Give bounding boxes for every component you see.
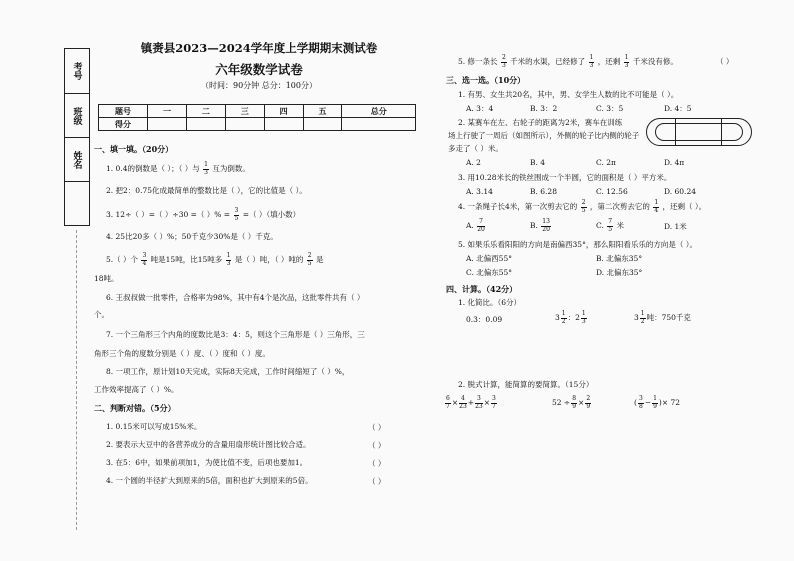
s3-q4-opt-c[interactable]: C. $\frac{7}{5}$ 米 bbox=[596, 218, 624, 233]
section-1-title: 一、填一填。（20分） bbox=[94, 144, 174, 154]
expr-1: $\frac{6}{7}$ × $\frac{4}{23}$ + $\frac{3}{23}$ × $\frac{3}{7}$ bbox=[446, 395, 496, 410]
fraction: $\frac{1}{3}$ bbox=[204, 161, 208, 176]
s3-q5-opt-a[interactable]: A. 北偏西55° bbox=[466, 254, 512, 263]
s3-q3-opt-d[interactable]: D. 60.24 bbox=[664, 187, 696, 196]
s3-q1-opt-b[interactable]: B. 3：2 bbox=[530, 104, 558, 113]
s1-q2: 2. 把2：0.75化成最简单的整数比是（ ），它的比值是（ ）。 bbox=[106, 186, 307, 195]
score-head-cell: 总分 bbox=[342, 105, 416, 118]
s1-q5-tail: 18吨。 bbox=[94, 274, 119, 283]
fraction: $\frac{2}{3}$ bbox=[501, 54, 506, 69]
expr-3: ( $\frac{3}{8}$ − $\frac{1}{9}$ )× 72 bbox=[634, 395, 681, 410]
s3-q3-opt-a[interactable]: A. 3.14 bbox=[466, 187, 493, 196]
s1-q6: 6. 王叔叔做一批零件，合格率为98%，其中有4个是次品，这批零件共有（ ） bbox=[106, 293, 365, 302]
s3-q2: 2. 某赛车在左、右轮子的距离为2米，赛车在训练 bbox=[458, 118, 623, 127]
s3-q2-line2: 场上行驶了一周后（如图所示），外侧的轮子比内侧的轮子 bbox=[448, 131, 640, 140]
s3-q2-opt-c[interactable]: C. 2π bbox=[596, 158, 616, 167]
answer-slot[interactable]: （ ） bbox=[368, 441, 386, 450]
fraction: $\frac{4}{23}$ bbox=[459, 395, 467, 410]
fraction: $\frac{1}{9}$ bbox=[653, 395, 657, 410]
fraction: $\frac{2}{9}$ bbox=[586, 395, 591, 410]
answer-slot[interactable]: （ ） bbox=[368, 459, 386, 468]
s4-sub1: 1. 化简比。（6分） bbox=[458, 298, 522, 307]
binding-line bbox=[76, 230, 77, 530]
s3-q2-line3: 多走了（ ）米。 bbox=[448, 144, 503, 153]
s1-q8-tail: 工作效率提高了（ ）%。 bbox=[94, 385, 179, 394]
score-cell[interactable] bbox=[342, 118, 416, 131]
fraction: $\frac{1}{2}$ bbox=[640, 310, 645, 325]
fraction: $\frac{7}{20}$ bbox=[477, 218, 485, 233]
score-head-cell: 三 bbox=[225, 105, 264, 118]
score-cell[interactable] bbox=[186, 118, 225, 131]
score-cell[interactable] bbox=[148, 118, 187, 131]
exam-title: 镇赉县2023—2024学年度上学期期末测试卷 bbox=[140, 41, 378, 55]
score-head-cell: 题号 bbox=[99, 105, 148, 118]
s3-q4-opt-d[interactable]: D. 1米 bbox=[664, 222, 687, 231]
blank-cell bbox=[65, 181, 89, 226]
fraction: $\frac{7}{5}$ bbox=[608, 218, 613, 233]
fraction: $\frac{13}{20}$ bbox=[542, 218, 550, 233]
s3-q4: 4. 一条绳子长4米，第一次剪去它的 $\frac{2}{5}$ ，第二次剪去它的 $\frac{1}{4}$ ，还剩（ ）。 bbox=[458, 199, 707, 214]
exam-subtitle: 六年级数学试卷 bbox=[215, 62, 303, 77]
score-header-row bbox=[99, 105, 416, 118]
answer-slot[interactable]: （ ） bbox=[368, 477, 386, 486]
score-head-cell: 五 bbox=[303, 105, 342, 118]
s3-q1: 1. 有男、女生共20名，其中，男、女学生人数的比不可能是（ ）。 bbox=[458, 90, 679, 99]
s1-q4: 4. 25比20多（ ）%；50千克少30%是（ ）千克。 bbox=[106, 232, 278, 241]
exam-no-label: 考号 bbox=[71, 62, 82, 80]
s1-q7-tail: 角形三个角的度数分别是（ ）度、（ ）度和（ ）度。 bbox=[94, 349, 270, 358]
s3-q4-opt-b[interactable]: B. $\frac{13}{20}$ bbox=[530, 218, 550, 233]
score-table bbox=[98, 104, 416, 131]
ratio-2: 3 $\frac{1}{2}$ ：2 $\frac{1}{3}$ bbox=[555, 310, 586, 325]
section-2-title: 二、判断对错。（5分） bbox=[94, 403, 176, 413]
s2-q5: 5. 修一条长 $\frac{2}{3}$ 千米的水渠，已经修了 $\frac{1}{3}$ ，还剩 $\frac{1}{3}$ 千米没有修。 bbox=[458, 54, 678, 69]
binding-box bbox=[64, 48, 90, 226]
s3-q4-opt-a[interactable]: A. $\frac{7}{20}$ bbox=[466, 218, 485, 233]
fraction: $\frac{3}{4}$ bbox=[142, 252, 147, 267]
section-3-title: 三、选一选。（10分） bbox=[446, 75, 526, 85]
fraction: $\frac{1}{3}$ bbox=[581, 310, 586, 325]
s3-q1-opt-a[interactable]: A. 3：4 bbox=[466, 104, 494, 113]
track-line bbox=[675, 119, 676, 145]
s2-q3: 3. 在5：6中，如果前项加1，为使比值不变，后项也要加1。 bbox=[106, 458, 308, 467]
fraction: $\frac{1}{3}$ bbox=[226, 252, 231, 267]
fraction: $\frac{1}{3}$ bbox=[589, 54, 594, 69]
score-cell[interactable] bbox=[264, 118, 303, 131]
s4-sub2: 2. 脱式计算，能简算的要简算。（15分） bbox=[458, 380, 594, 389]
s1-q1: 1. 0.4的倒数是（ ）；（ ）与 $\frac{1}{3}$ 互为倒数。 bbox=[106, 161, 250, 176]
fraction: $\frac{1}{2}$ bbox=[561, 310, 566, 325]
fraction: $\frac{8}{9}$ bbox=[572, 395, 577, 410]
section-4-title: 四、计算。（42分） bbox=[446, 284, 518, 294]
s1-q3: 3. 12÷（ ）=（ ）÷30 =（ ）% = $\frac{3}{5}$ =（ ）（填小数） bbox=[106, 207, 301, 222]
exam-info: （时间：90分钟 总分：100分） bbox=[201, 81, 317, 90]
s3-q5: 5. 如果乐乐看阳阳的方向是南偏西35°，那么阳阳看乐乐的方向是（ ）。 bbox=[458, 240, 697, 249]
s1-q5: 5.（ ）个 $\frac{3}{4}$ 吨是15吨，比15吨多 $\frac{1}{3}$ 是（ ）吨，（ ）吨的 $\frac{2}{5}$ 是 bbox=[106, 252, 324, 267]
fraction: $\frac{2}{5}$ bbox=[581, 199, 586, 214]
score-row bbox=[99, 118, 416, 131]
answer-slot[interactable]: （ ） bbox=[716, 57, 734, 66]
s1-q8: 8. 一项工作，原计划10天完成，实际8天完成，工作时间缩短了（ ）%， bbox=[106, 367, 350, 376]
s3-q2-opt-a[interactable]: A. 2 bbox=[466, 158, 481, 167]
class-label: 班级 bbox=[65, 93, 89, 138]
fraction: $\frac{3}{23}$ bbox=[475, 395, 483, 410]
name-label: 姓名 bbox=[65, 137, 89, 182]
s1-q7: 7. 一个三角形三个内角的度数比是3：4：5，则这个三角形是（ ）三角形，三 bbox=[106, 330, 365, 339]
s3-q1-opt-d[interactable]: D. 4：5 bbox=[664, 104, 692, 113]
fraction: $\frac{3}{5}$ bbox=[234, 207, 239, 222]
s3-q1-opt-c[interactable]: C. 3：5 bbox=[596, 104, 624, 113]
s2-q1: 1. 0.15米可以写成15%米。 bbox=[106, 422, 202, 431]
score-head-cell: 一 bbox=[148, 105, 187, 118]
s3-q5-opt-c[interactable]: C. 北偏东55° bbox=[466, 268, 513, 277]
fraction: $\frac{1}{4}$ bbox=[654, 199, 659, 214]
s1-q6-tail: 个。 bbox=[94, 310, 109, 319]
race-track-diagram bbox=[646, 118, 752, 146]
ratio-3: 3 $\frac{1}{2}$ 吨：750千克 bbox=[634, 310, 691, 325]
score-cell[interactable] bbox=[225, 118, 264, 131]
s3-q3-opt-c[interactable]: C. 12.56 bbox=[596, 187, 628, 196]
s3-q2-opt-d[interactable]: D. 4π bbox=[664, 158, 685, 167]
score-head-cell: 二 bbox=[186, 105, 225, 118]
s3-q3: 3. 用10.28米长的铁丝围成一个半圆，它的面积是（ ）平方米。 bbox=[458, 173, 672, 182]
fraction: $\frac{1}{3}$ bbox=[624, 54, 629, 69]
score-row-label: 得分 bbox=[99, 118, 148, 131]
expr-2: 52 ÷ $\frac{8}{9}$ × $\frac{2}{9}$ bbox=[552, 395, 591, 410]
s2-q4: 4. 一个圆的半径扩大到原来的5倍，面积也扩大到原来的5倍。 bbox=[106, 476, 313, 485]
s3-q5-opt-d[interactable]: D. 北偏东35° bbox=[596, 268, 643, 277]
track-line bbox=[721, 119, 722, 145]
fraction: $\frac{6}{7}$ bbox=[446, 395, 450, 410]
s3-q5-opt-b[interactable]: B. 北偏东35° bbox=[596, 254, 643, 263]
s3-q3-opt-b[interactable]: B. 6.28 bbox=[530, 187, 557, 196]
fraction: $\frac{2}{5}$ bbox=[307, 252, 312, 267]
score-head-cell: 四 bbox=[264, 105, 303, 118]
ratio-1: 0.3：0.09 bbox=[466, 315, 503, 324]
inner-track bbox=[655, 123, 743, 141]
fraction: $\frac{3}{8}$ bbox=[638, 395, 643, 410]
score-cell[interactable] bbox=[303, 118, 342, 131]
fraction: $\frac{3}{7}$ bbox=[492, 395, 496, 410]
s2-q2: 2. 要表示大豆中的各营养成分的含量用扇形统计图比较合适。 bbox=[106, 440, 311, 449]
s3-q2-opt-b[interactable]: B. 4 bbox=[530, 158, 546, 167]
answer-slot[interactable]: （ ） bbox=[368, 423, 386, 432]
